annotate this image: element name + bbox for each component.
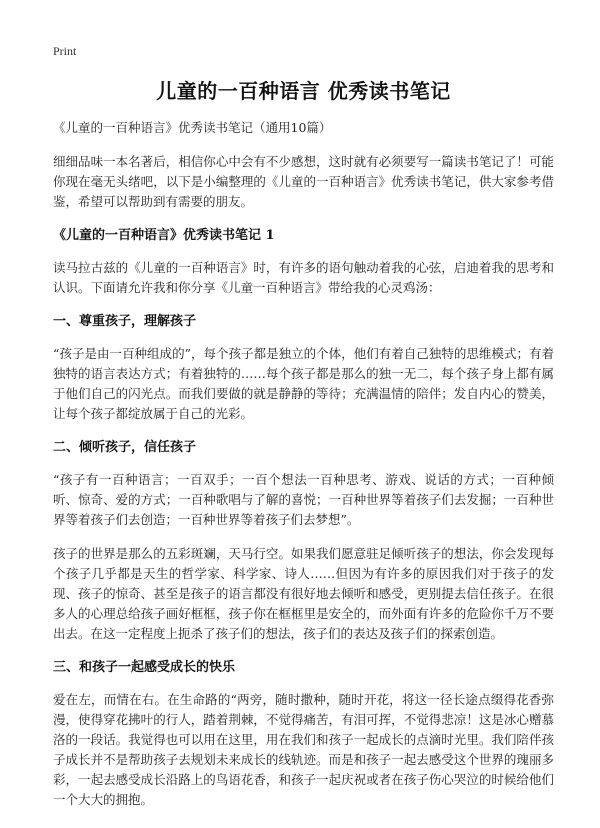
page-title: 儿童的一百种语言 优秀读书笔记 [156, 79, 451, 103]
note1-intro-paragraph: 读马拉古兹的《儿童的一百种语言》时，有许多的语句触动着我的心弦，启迪着我的思考和认识。下面请允许我和你分享《儿童一百种语言》带给我的心灵鸡汤： [53, 260, 554, 295]
document-subtitle: 《儿童的一百种语言》优秀读书笔记（通用10篇） [53, 120, 332, 135]
section-1-heading: 一、尊重孩子，理解孩子 [53, 314, 197, 329]
section-2-paragraph-2: 孩子的世界是那么的五彩斑斓，天马行空。如果我们愿意驻足倾听孩子的想法，你会发现每个孩子几乎都是天生的哲学家、科学家、诗人……但因为有许多的原因我们对于孩子的发现、孩子的惊奇、甚至是孩子的语言都没有很好地去倾听和感受，更别提去信任孩子。在很多人的心理总给孩子画好框框，孩子你在框框里是安全的，而外面有许多的危险你千万不要出去。在这一定程度上扼杀了孩子们的想法，孩子们的表达及孩子们的探索创造。 [53, 546, 554, 641]
section-3-paragraph-1: 爱在左，而情在右。在生命路的“两旁，随时撒种，随时开花，将这一径长途点缀得花香弥漫，使得穿花拂叶的行人，踏着荆棘，不觉得痛苦，有泪可挥，不觉得悲凉！这是冰心赠慕洛的一段话。我觉得也可以用在这里，用在我们和孩子一起成长的点滴时光里。我们陪伴孩子成长并不是帮助孩子去规划未来成长的线轨迹。而是和孩子一起去感受这个世界的瑰丽多彩，一起去感受成长沿路上的鸟语花香，和孩子一起庆祝或者在孩子伤心哭泣的时候给他们一个大大的拥抱。 [53, 692, 554, 807]
section-3-heading: 三、和孩子一起感受成长的快乐 [53, 660, 236, 675]
section-2-paragraph-1: “孩子有一百种语言；一百双手；一百个想法一百种思考、游戏、说话的方式；一百种倾听、惊奇、爱的方式；一百种歌唱与了解的喜悦；一百种世界等着孩子们去发掘；一百种世界等着孩子们去创造；一百种世界等着孩子们去梦想”。 [53, 472, 554, 527]
note1-heading: 《儿童的一百种语言》优秀读书笔记 1 [53, 228, 275, 243]
print-label: Print [53, 44, 77, 58]
intro-paragraph: 细细品味一本名著后，相信你心中会有不少感想，这时就有必须要写一篇读书笔记了！可能你现在毫无头绪吧，以下是小编整理的《儿童的一百种语言》优秀读书笔记，供大家参考借鉴，希望可以帮助到有需要的朋友。 [53, 154, 554, 209]
section-1-paragraph-1: “孩子是由一百种组成的”，每个孩子都是独立的个体，他们有着自己独特的思维模式；有着独特的语言表达方式；有着独特的……每个孩子都是那么的独一无二，每个孩子身上都有属于他们自己的闪光点。而我们要做的就是静静的等待；充满温情的陪伴；发自内心的赞美，让每个孩子都绽放属于自己的光彩。 [53, 346, 554, 421]
section-2-heading: 二、倾听孩子，信任孩子 [53, 440, 197, 455]
